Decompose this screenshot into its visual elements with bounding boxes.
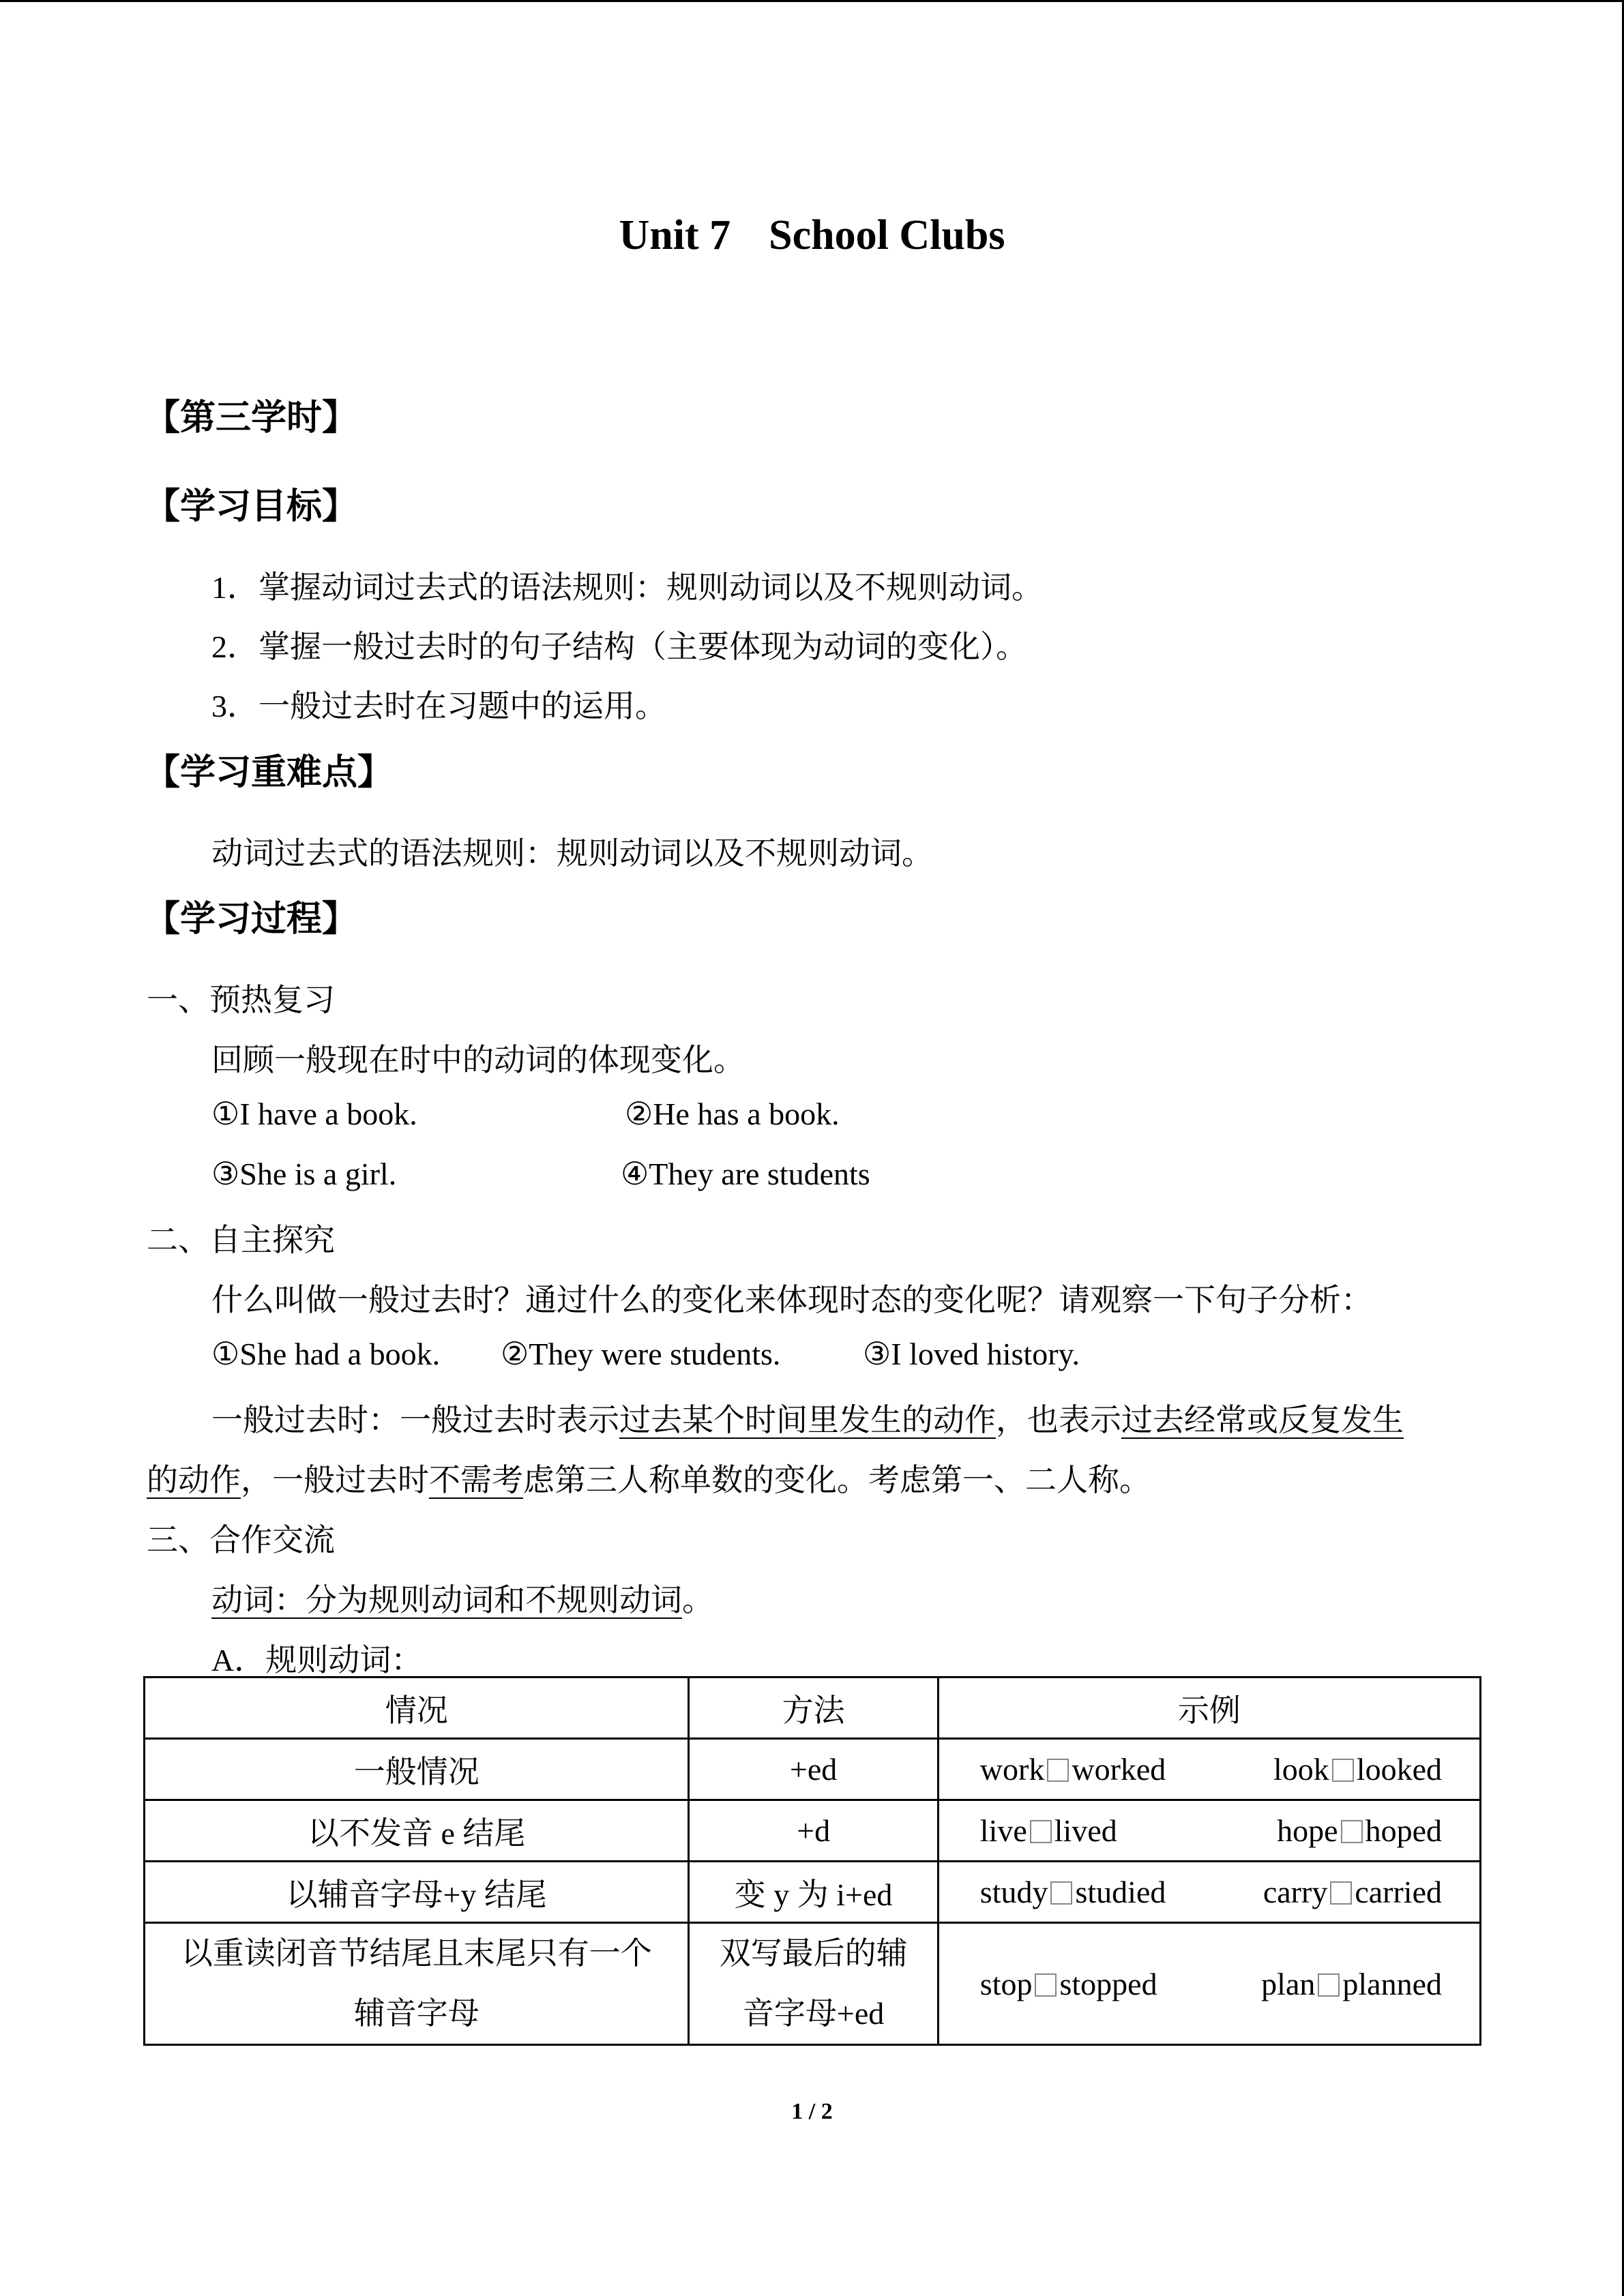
method-line-2: 音字母+ed — [742, 1996, 885, 2031]
verbs-note-end: 。 — [682, 1583, 713, 1617]
ex-past: looked — [1356, 1752, 1442, 1787]
definition-line-2 — [147, 1455, 1151, 1500]
past-example-2: ②They were students. — [501, 1337, 781, 1371]
page-title — [0, 211, 1624, 260]
example-1: ①I have a book. — [211, 1097, 417, 1131]
arrow-placeholder-icon — [1035, 1973, 1057, 1997]
objective-item-2: 2．掌握一般过去时的句子结构（主要体现为动词的变化）。 — [211, 629, 1027, 664]
section-3-title: 三、合作交流 — [147, 1523, 335, 1557]
row-examples — [938, 1923, 1480, 2045]
title-unit: Unit 7 — [619, 212, 731, 258]
section-1-intro: 回顾一般现在时中的动词的体现变化。 — [211, 1043, 745, 1077]
verbs-note — [211, 1575, 713, 1620]
ex-base: look — [1273, 1752, 1329, 1787]
section-2-title: 二、自主探究 — [147, 1223, 335, 1257]
row-examples — [938, 1800, 1480, 1862]
ex-base: study — [979, 1875, 1048, 1909]
table-row — [145, 1800, 1481, 1862]
ex-past: lived — [1054, 1813, 1117, 1848]
section-1-title: 一、预热复习 — [147, 983, 335, 1017]
case-line-2: 辅音字母 — [353, 1996, 479, 2031]
ex-past: hoped — [1365, 1813, 1442, 1848]
header-example: 示例 — [938, 1678, 1480, 1739]
regular-verbs-table — [143, 1676, 1481, 2046]
row-method: +d — [689, 1800, 938, 1862]
header-case: 情况 — [145, 1678, 689, 1739]
example-2: ②He has a book. — [625, 1097, 840, 1131]
row-case — [145, 1923, 689, 2045]
period-heading: 【第三学时】 — [145, 398, 358, 438]
def-underline-3: 不需考 — [429, 1463, 523, 1497]
table-row — [145, 1739, 1481, 1800]
def-text-1: 一般过去时：一般过去时表示 — [211, 1403, 619, 1437]
table-row — [145, 1862, 1481, 1923]
past-example-1: ①She had a book. — [211, 1337, 441, 1371]
row-method: 变 y 为 i+ed — [689, 1862, 938, 1923]
ex-past: planned — [1342, 1966, 1442, 2001]
ex-past: worked — [1072, 1752, 1166, 1787]
ex-past: studied — [1075, 1875, 1166, 1909]
title-name: School Clubs — [769, 212, 1005, 258]
ex-past: carried — [1355, 1875, 1442, 1909]
row-case: 以辅音字母+y 结尾 — [145, 1862, 689, 1923]
arrow-placeholder-icon — [1341, 1820, 1363, 1843]
def-underline-2a: 过去经常或反复发生 — [1121, 1403, 1404, 1437]
ex-base: work — [979, 1752, 1045, 1787]
row-method: +ed — [689, 1739, 938, 1800]
row-method — [689, 1923, 938, 2045]
arrow-placeholder-icon — [1332, 1759, 1354, 1782]
ex-base: live — [979, 1813, 1027, 1848]
header-method: 方法 — [689, 1678, 938, 1739]
table-header-row — [145, 1678, 1481, 1739]
row-case: 一般情况 — [145, 1739, 689, 1800]
ex-base: carry — [1263, 1875, 1328, 1909]
def-text-3: ，一般过去时 — [241, 1463, 429, 1497]
example-4: ④They are students — [621, 1157, 870, 1191]
ex-base: hope — [1277, 1813, 1338, 1848]
row-case: 以不发音 e 结尾 — [145, 1800, 689, 1862]
objective-item-1: 1．掌握动词过去式的语法规则：规则动词以及不规则动词。 — [211, 570, 1043, 605]
part-a-label: A．规则动词： — [211, 1643, 423, 1678]
example-3: ③She is a girl. — [211, 1157, 397, 1191]
ex-base: stop — [979, 1966, 1033, 2001]
arrow-placeholder-icon — [1330, 1881, 1352, 1905]
method-line-1: 双写最后的辅 — [719, 1936, 908, 1971]
past-example-3: ③I loved history. — [863, 1337, 1080, 1371]
top-border — [0, 0, 1624, 2]
ex-base: plan — [1261, 1966, 1316, 2001]
page-number: 1 / 2 — [791, 2099, 833, 2124]
arrow-placeholder-icon — [1050, 1881, 1072, 1905]
definition-line-1 — [211, 1395, 1404, 1440]
key-points-text: 动词过去式的语法规则：规则动词以及不规则动词。 — [211, 836, 933, 871]
case-line-1: 以重读闭音节结尾且末尾只有一个 — [181, 1936, 652, 1971]
def-text-4: 虑第三人称单数的变化。考虑第一、二人称。 — [523, 1463, 1151, 1497]
key-points-heading: 【学习重难点】 — [145, 752, 394, 793]
def-underline-2b: 的动作 — [147, 1463, 241, 1497]
objectives-heading: 【学习目标】 — [145, 486, 358, 527]
def-underline-1: 过去某个时间里发生的动作 — [619, 1403, 996, 1437]
verbs-note-underlined: 动词：分为规则动词和不规则动词 — [211, 1583, 682, 1617]
row-examples — [938, 1739, 1480, 1800]
objective-item-3: 3．一般过去时在习题中的运用。 — [211, 689, 666, 724]
process-heading: 【学习过程】 — [145, 899, 358, 940]
arrow-placeholder-icon — [1030, 1820, 1052, 1843]
arrow-placeholder-icon — [1318, 1973, 1340, 1997]
arrow-placeholder-icon — [1047, 1759, 1069, 1782]
row-examples — [938, 1862, 1480, 1923]
def-text-2: ，也表示 — [996, 1403, 1121, 1437]
ex-past: stopped — [1059, 1966, 1157, 2001]
table-row — [145, 1923, 1481, 2045]
section-2-question: 什么叫做一般过去时？通过什么的变化来体现时态的变化呢？请观察一下句子分析： — [211, 1283, 1372, 1317]
